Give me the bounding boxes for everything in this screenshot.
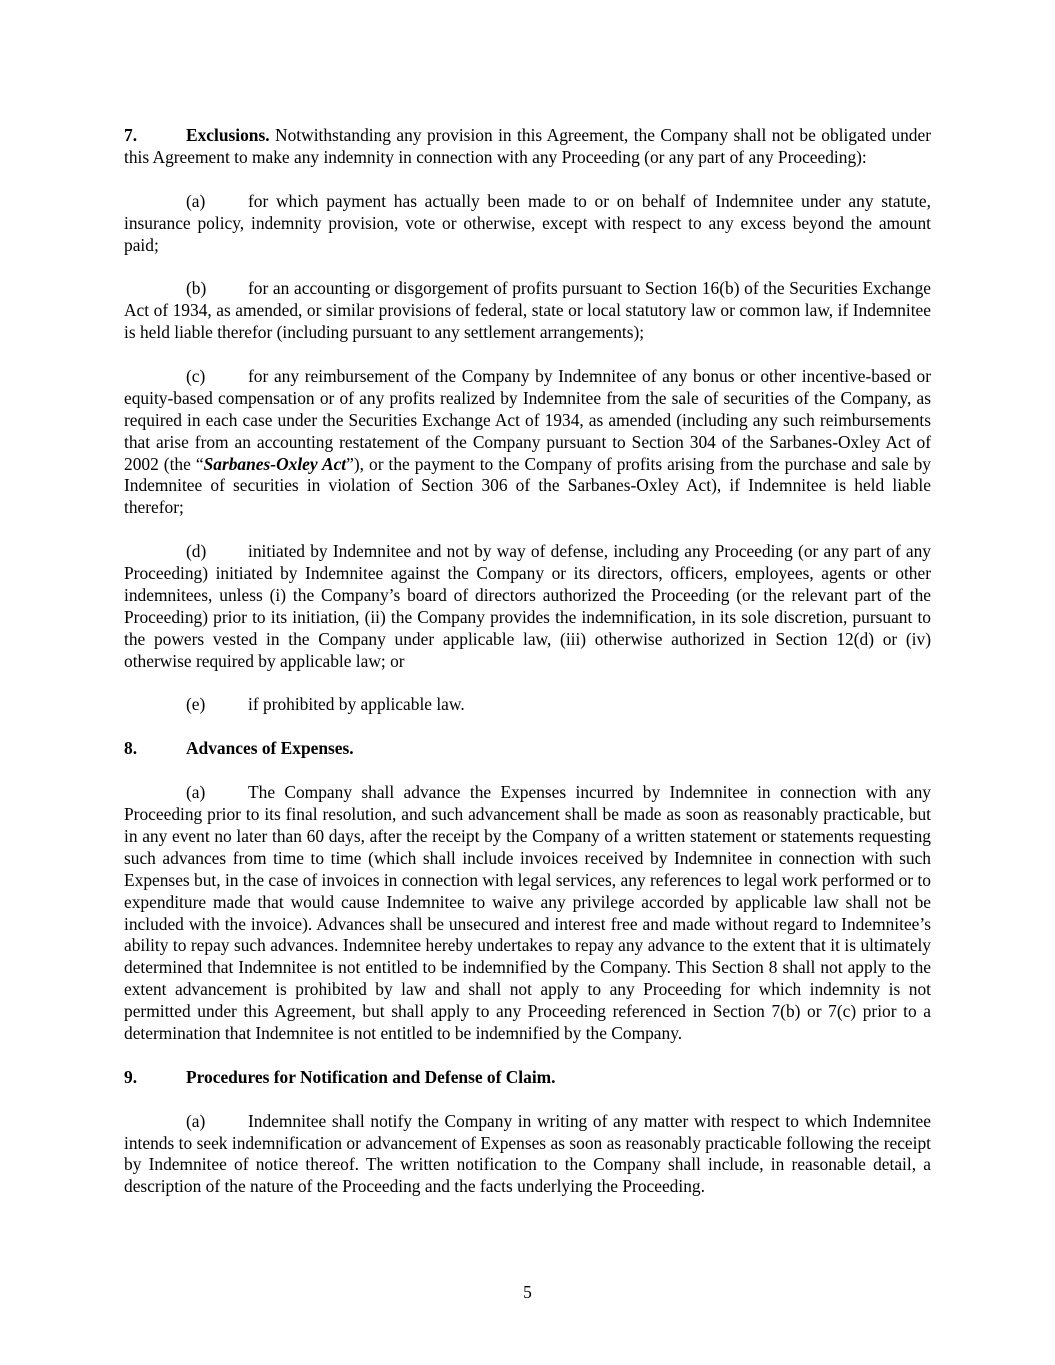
section-9-heading-line: [124, 1067, 931, 1089]
section-7-intro: [124, 125, 931, 169]
section-7c-label: (c): [186, 365, 206, 386]
sarbanes-oxley-defined-term: Sarbanes-Oxley Act: [203, 453, 347, 474]
section-7c-text-after: ”), or the payment to the Company of profits arising from the purchase and sale by Indemnitee of securities in violation of Section 306 of the Sarbanes-Oxley Act), if Indemnitee is held liable therefor;: [124, 453, 931, 518]
section-9-heading: Procedures for Notification and Defense of Claim.: [186, 1066, 556, 1087]
section-8a-paragraph: [124, 782, 931, 1045]
section-8-heading-line: [124, 738, 931, 760]
document-page: [124, 125, 931, 1220]
section-7d-label: (d): [186, 541, 207, 562]
section-8a-text: The Company shall advance the Expenses incurred by Indemnitee in connection with any Proceeding prior to its final resolution, and such advancement shall be made as soon as reasonably practicable, but in any event no later than 60 days, after the receipt by the Company of a written statement or statements requesting such advances from time to time (which shall include invoices received by Indemnitee in connection with such Expenses but, in the case of invoices in connection with legal services, any references to legal work performed or to expenditure made that would cause Indemnitee to waive any privilege accorded by applicable law shall not be included with the invoice). Advances shall be unsecured and interest free and made without regard to Indemnitee’s ability to repay such advances. Indemnitee hereby undertakes to repay any advance to the extent that it is ultimately determined that Indemnitee is not entitled to be indemnified by the Company. This Section 8 shall not apply to the extent advancement is prohibited by law and shall not apply to any Proceeding for which indemnity is not permitted under this Agreement, but shall apply to any Proceeding referenced in Section 7(b) or 7(c) prior to a determination that Indemnitee is not entitled to be indemnified by the Company.: [124, 782, 931, 1044]
section-7d-paragraph: [124, 541, 931, 672]
section-9-number: 9.: [124, 1066, 138, 1087]
section-7e-paragraph: [124, 694, 931, 716]
section-7b-text: for an accounting or disgorgement of profits pursuant to Section 16(b) of the Securities Exchange Act of 1934, as amended, or similar provisions of federal, state or local statutory law or common law, if Indemnitee is held liable therefor (including pursuant to any settlement arrangements);: [124, 278, 931, 343]
section-7-intro-text: Notwithstanding any provision in this Agreement, the Company shall not be obligated under this Agreement to make any indemnity in connection with any Proceeding (or any part of any Proceeding):: [124, 125, 931, 167]
section-7c-paragraph: [124, 366, 931, 519]
section-7a-text: for which payment has actually been made to or on behalf of Indemnitee under any statute, insurance policy, indemnity provision, vote or otherwise, except with respect to any excess beyond the amount paid;: [124, 190, 931, 255]
section-7d-text: initiated by Indemnitee and not by way of defense, including any Proceeding (or any part of any Proceeding) initiated by Indemnitee against the Company or its directors, officers, employees, agents or other indemnitees, unless (i) the Company’s board of directors authorized the Proceeding (or the relevant part of the Proceeding) prior to its initiation, (ii) the Company provides the indemnification, in its sole discretion, pursuant to the powers vested in the Company under applicable law, (iii) otherwise authorized in Section 12(d) or (iv) otherwise required by applicable law; or: [124, 541, 931, 671]
section-7-heading: Exclusions.: [186, 125, 270, 145]
section-7b-paragraph: [124, 278, 931, 344]
section-7e-text: if prohibited by applicable law.: [248, 694, 465, 715]
section-9a-paragraph: [124, 1111, 931, 1199]
section-7a-label: (a): [186, 190, 206, 211]
section-8-heading: Advances of Expenses.: [186, 738, 354, 759]
section-8a-label: (a): [186, 782, 206, 803]
page-number: 5: [523, 1282, 532, 1302]
section-7b-label: (b): [186, 278, 207, 299]
section-9a-label: (a): [186, 1110, 206, 1131]
section-7e-label: (e): [186, 694, 206, 715]
section-7-number: 7.: [124, 125, 138, 145]
section-7a-paragraph: [124, 191, 931, 257]
section-8-number: 8.: [124, 738, 138, 759]
section-9a-text: Indemnitee shall notify the Company in writing of any matter with respect to which Indemnitee intends to seek indemnification or advancement of Expenses as soon as reasonably practicable following the receipt by Indemnitee of notice thereof. The written notification to the Company shall include, in reasonable detail, a description of the nature of the Proceeding and the facts underlying the Proceeding.: [124, 1110, 931, 1197]
section-7c-text-before: for any reimbursement of the Company by Indemnitee of any bonus or other incentive-based or equity-based compensation or of any profits realized by Indemnitee from the sale of securities of the Company, as required in each case under the Securities Exchange Act of 1934, as amended (including any such reimbursements that arise from an accounting restatement of the Company pursuant to Section 304 of the Sarbanes-Oxley Act of 2002 (the “: [124, 365, 931, 474]
